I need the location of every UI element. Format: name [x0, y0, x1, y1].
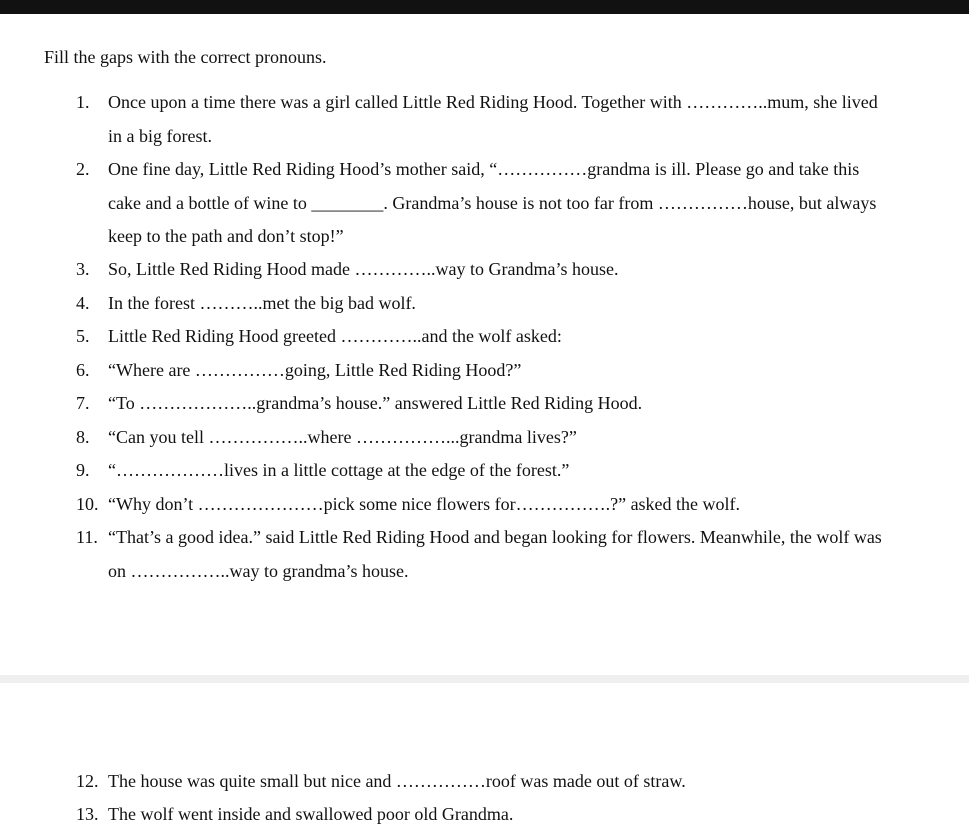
exercise-item-4 — [76, 287, 886, 321]
item-text: “………………lives in a little cottage at the edge of the forest.” — [108, 460, 570, 480]
exercise-item-13 — [76, 798, 886, 832]
item-number: 5. — [76, 326, 90, 346]
item-number: 6. — [76, 360, 90, 380]
item-number: 12. — [76, 771, 99, 791]
exercise-item-12 — [76, 765, 886, 799]
item-text: So, Little Red Riding Hood made …………..way to Grandma’s house. — [108, 259, 619, 279]
window-top-bar — [0, 0, 969, 14]
item-number: 9. — [76, 460, 90, 480]
item-text: Once upon a time there was a girl called Little Red Riding Hood. Together with …………..mum, she lived in a big forest. — [108, 92, 878, 146]
exercise-item-3 — [76, 253, 886, 287]
item-text: In the forest ………..met the big bad wolf. — [108, 293, 416, 313]
item-text: The house was quite small but nice and ……………roof was made out of straw. — [108, 771, 686, 791]
item-text: One fine day, Little Red Riding Hood’s mother said, “……………grandma is ill. Please go and take this cake and a bottle of wine to ________. Grandma’s house is not too far from ……………house, but always keep to the path and don’t stop!” — [108, 159, 877, 246]
item-number: 2. — [76, 159, 90, 179]
item-number: 7. — [76, 393, 90, 413]
item-text: “To ………………..grandma’s house.” answered Little Red Riding Hood. — [108, 393, 643, 413]
exercise-item-10 — [76, 488, 886, 522]
exercise-item-2 — [76, 153, 886, 254]
document-page-1 — [0, 14, 969, 675]
item-text: “Where are ……………going, Little Red Riding Hood?” — [108, 360, 522, 380]
item-number: 11. — [76, 527, 98, 547]
item-text: “Why don’t …………………pick some nice flowers for…………….?” asked the wolf. — [108, 494, 741, 514]
item-text: Little Red Riding Hood greeted …………..and the wolf asked: — [108, 326, 562, 346]
item-number: 13. — [76, 804, 99, 824]
exercise-item-11 — [76, 521, 886, 588]
item-text: “Can you tell ……………..where ……………...grandma lives?” — [108, 427, 577, 447]
item-number: 1. — [76, 92, 90, 112]
exercise-item-9 — [76, 454, 886, 488]
exercise-item-8 — [76, 421, 886, 455]
item-number: 4. — [76, 293, 90, 313]
instruction-text: Fill the gaps with the correct pronouns. — [44, 47, 327, 67]
exercise-item-6 — [76, 354, 886, 388]
document-page-2 — [0, 683, 969, 839]
page-separator — [0, 675, 969, 683]
item-text: “That’s a good idea.” said Little Red Riding Hood and began looking for flowers. Meanwhile, the wolf was on ……………..way to grandma’s house. — [108, 527, 882, 581]
item-number: 10. — [76, 494, 99, 514]
exercise-item-5 — [76, 320, 886, 354]
exercise-item-7 — [76, 387, 886, 421]
item-text: The wolf went inside and swallowed poor old Grandma. — [108, 804, 514, 824]
item-number: 3. — [76, 259, 90, 279]
exercise-item-1 — [76, 86, 886, 153]
item-number: 8. — [76, 427, 90, 447]
